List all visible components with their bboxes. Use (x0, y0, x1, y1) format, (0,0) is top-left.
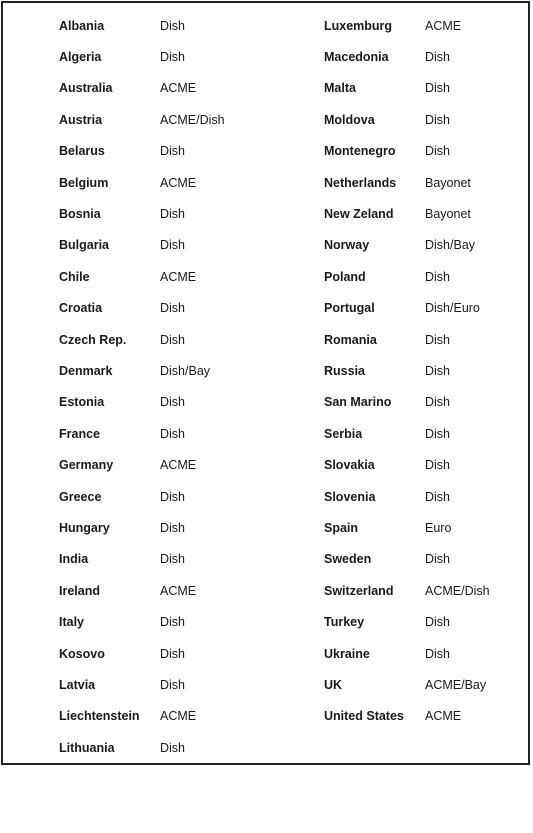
table-row (59, 481, 225, 512)
table-row (59, 73, 225, 104)
country-name: Algeria (59, 50, 102, 65)
coupling-type: Dish (425, 144, 451, 159)
table-row (324, 198, 490, 229)
country-name: Czech Rep. (59, 332, 127, 347)
table-row (324, 293, 490, 324)
coupling-type: Dish (160, 332, 186, 347)
country-name: France (59, 426, 100, 441)
coupling-type: Dish (425, 615, 451, 630)
table-row (59, 512, 225, 543)
coupling-type: ACME (160, 583, 197, 598)
table-row (59, 449, 225, 480)
country-name: Turkey (324, 615, 365, 630)
country-name: Chile (59, 269, 90, 284)
table-row (324, 324, 490, 355)
coupling-type: ACME (160, 175, 197, 190)
coupling-type: Dish (160, 520, 186, 535)
left-column (59, 10, 225, 763)
coupling-type: Dish/Bay (425, 238, 476, 253)
country-name: Belgium (59, 175, 109, 190)
country-name: Kosovo (59, 646, 105, 661)
table-row (324, 136, 490, 167)
coupling-type: ACME (160, 458, 197, 473)
coupling-type: Dish (160, 646, 186, 661)
coupling-type: Dish (425, 395, 451, 410)
coupling-type: Dish (425, 646, 451, 661)
table-row (324, 449, 490, 480)
table-row (324, 167, 490, 198)
coupling-type: Dish (160, 144, 186, 159)
coupling-type: Dish (160, 426, 186, 441)
coupling-type: Dish (160, 301, 186, 316)
country-name: UK (324, 677, 343, 692)
coupling-type: Dish (160, 740, 186, 755)
table-row (324, 701, 490, 732)
table-row (59, 167, 225, 198)
country-name: Sweden (324, 552, 372, 567)
coupling-type: Euro (425, 520, 452, 535)
coupling-type: ACME/Dish (425, 583, 490, 598)
country-name: Greece (59, 489, 102, 504)
table-row (324, 355, 490, 386)
coupling-type: Dish (425, 332, 451, 347)
table-row (324, 606, 490, 637)
coupling-type: Dish (160, 395, 186, 410)
table-row (324, 669, 490, 700)
coupling-type: ACME (160, 269, 197, 284)
table-row (324, 544, 490, 575)
table-row (59, 606, 225, 637)
country-name: Montenegro (324, 144, 396, 159)
country-name: Portugal (324, 301, 375, 316)
country-name: Hungary (59, 520, 110, 535)
coupling-type: Dish (425, 269, 451, 284)
coupling-type: ACME/Dish (160, 112, 225, 127)
country-name: Romania (324, 332, 377, 347)
country-name: Slovenia (324, 489, 376, 504)
coupling-type: Dish (425, 50, 451, 65)
country-name: Ukraine (324, 646, 370, 661)
table-row (59, 324, 225, 355)
country-name: Luxemburg (324, 18, 393, 33)
country-name: Liechtenstein (59, 709, 140, 724)
coupling-type: Dish (160, 615, 186, 630)
country-name: Albania (59, 18, 105, 33)
country-name: Lithuania (59, 740, 115, 755)
table-row (324, 638, 490, 669)
country-name: Latvia (59, 677, 96, 692)
table-row (59, 638, 225, 669)
table-row (324, 10, 490, 41)
country-name: Ireland (59, 583, 100, 598)
coupling-type: Dish (425, 112, 451, 127)
coupling-type: Bayonet (425, 207, 471, 222)
country-name: Germany (59, 458, 114, 473)
country-name: Malta (324, 81, 356, 96)
table-row (324, 230, 490, 261)
table-row (59, 198, 225, 229)
coupling-type: Dish (160, 18, 186, 33)
country-name: Macedonia (324, 50, 389, 65)
country-name: Moldova (324, 112, 375, 127)
country-name: United States (324, 709, 404, 724)
country-coupling-table (1, 1, 530, 765)
table-row (59, 387, 225, 418)
coupling-type: Dish (160, 489, 186, 504)
coupling-type: ACME (425, 18, 462, 33)
coupling-type: Dish (160, 552, 186, 567)
coupling-type: ACME (160, 709, 197, 724)
country-name: Poland (324, 269, 366, 284)
country-name: Switzerland (324, 583, 394, 598)
table-row (324, 261, 490, 292)
country-name: Netherlands (324, 175, 397, 190)
country-name: Spain (324, 520, 359, 535)
table-row (59, 575, 225, 606)
table-row (59, 418, 225, 449)
table-row (324, 41, 490, 72)
coupling-type: Dish (425, 552, 451, 567)
table-row (59, 41, 225, 72)
table-row (59, 230, 225, 261)
country-name: Russia (324, 363, 365, 378)
country-name: Bulgaria (59, 238, 110, 253)
coupling-type: Bayonet (425, 175, 471, 190)
coupling-type: Dish (425, 458, 451, 473)
coupling-type: ACME (160, 81, 197, 96)
country-name: Australia (59, 81, 113, 96)
country-name: Croatia (59, 301, 103, 316)
country-name: New Zeland (324, 207, 394, 222)
country-name: Estonia (59, 395, 105, 410)
table-row (59, 261, 225, 292)
country-name: Denmark (59, 363, 113, 378)
right-column (324, 10, 490, 732)
table-row (324, 73, 490, 104)
country-name: Bosnia (59, 207, 101, 222)
table-row (59, 355, 225, 386)
country-name: San Marino (324, 395, 392, 410)
coupling-type: Dish (425, 363, 451, 378)
coupling-type: Dish (425, 81, 451, 96)
table-row (59, 10, 225, 41)
table-row (59, 701, 225, 732)
coupling-type: ACME/Bay (425, 677, 487, 692)
country-name: Belarus (59, 144, 105, 159)
country-name: Norway (324, 238, 370, 253)
table-row (59, 669, 225, 700)
coupling-type: Dish (160, 207, 186, 222)
coupling-type: Dish (160, 238, 186, 253)
table-row (59, 293, 225, 324)
country-name: Austria (59, 112, 103, 127)
table-row (324, 575, 490, 606)
table-row (324, 481, 490, 512)
table-row (324, 512, 490, 543)
coupling-type: Dish (425, 489, 451, 504)
coupling-type: Dish/Bay (160, 363, 211, 378)
country-name: Serbia (324, 426, 363, 441)
coupling-type: ACME (425, 709, 462, 724)
country-name: Italy (59, 615, 85, 630)
table-row (59, 136, 225, 167)
coupling-type: Dish (160, 50, 186, 65)
table-row (59, 104, 225, 135)
coupling-type: Dish (425, 426, 451, 441)
table-row (324, 104, 490, 135)
table-row (59, 544, 225, 575)
country-name: Slovakia (324, 458, 375, 473)
table-row (59, 732, 225, 763)
coupling-type: Dish/Euro (425, 301, 480, 316)
country-name: India (59, 552, 89, 567)
table-row (324, 418, 490, 449)
coupling-type: Dish (160, 677, 186, 692)
table-row (324, 387, 490, 418)
